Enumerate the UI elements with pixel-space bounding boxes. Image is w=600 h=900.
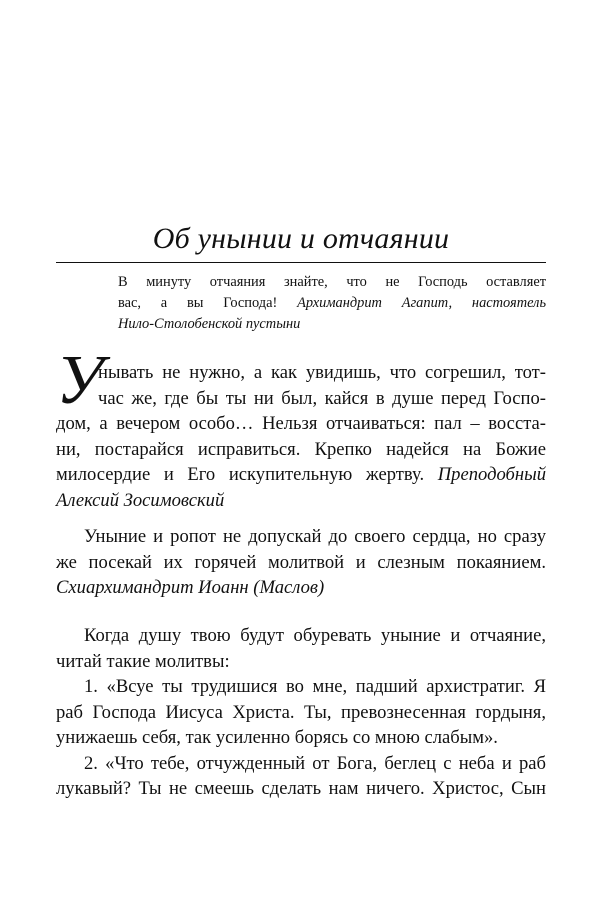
epigraph-author-line: Нило-Столобенской пустыни <box>118 316 301 332</box>
paragraph <box>56 623 546 802</box>
paragraph <box>56 360 546 513</box>
text-line: 1. «Всуе ты трудишися во мне, падший архистратиг. Я <box>84 676 546 697</box>
paragraph <box>56 524 546 601</box>
text-line: Когда душу твою будут обуревать уныние и отчаяние, <box>84 625 546 646</box>
text-line: 2. «Что тебе, отчужденный от Бога, беглец с неба и раб <box>84 752 546 774</box>
text-line: унижаешь себя, так усиленно борясь со мною слабым». <box>56 727 498 748</box>
epigraph <box>118 272 546 335</box>
text-line: раб Господа Иисуса Христа. Ты, превознесенная гордыня, <box>56 701 546 723</box>
text-line: Уныние и ропот не допускай до своего сердца, но сразу <box>84 526 546 547</box>
drop-cap: У <box>56 342 104 419</box>
epigraph-author: Архимандрит Агапит, настоятель <box>297 295 546 311</box>
text-line: читай такие молитвы: <box>56 650 230 672</box>
quote-author: Преподобный <box>437 464 546 485</box>
text-line <box>56 462 546 488</box>
epigraph-line <box>118 293 546 314</box>
text-line: час же, где бы ты ни был, кайся в душе перед Госпо- <box>98 387 546 409</box>
text-line: ни, постарайся исправиться. Крепко надейся на Божие <box>56 438 546 460</box>
quote-author: Алексий Зосимовский <box>56 489 225 511</box>
text-fragment: милосердие и Его искупительную жертву. <box>56 464 438 485</box>
epigraph-text: вас, а вы Господа! <box>118 295 298 311</box>
title-divider <box>56 262 546 263</box>
text-line: же посекай их горячей молитвой и слезным покаянием. <box>56 551 546 573</box>
chapter-title: Об унынии и отчаянии <box>152 222 450 255</box>
quote-author: Схиархимандрит Иоанн (Маслов) <box>56 577 325 598</box>
text-line: лукавый? Ты не смеешь сделать нам ничего. Христос, Сын <box>56 778 546 799</box>
epigraph-line: В минуту отчаяния знайте, что не Господь оставляет <box>118 274 546 290</box>
text-line: дом, а вечером особо… Нельзя отчаиваться: пал – восста- <box>56 413 546 434</box>
text-line: нывать не нужно, а как увидишь, что согрешил, тот- <box>98 362 546 383</box>
